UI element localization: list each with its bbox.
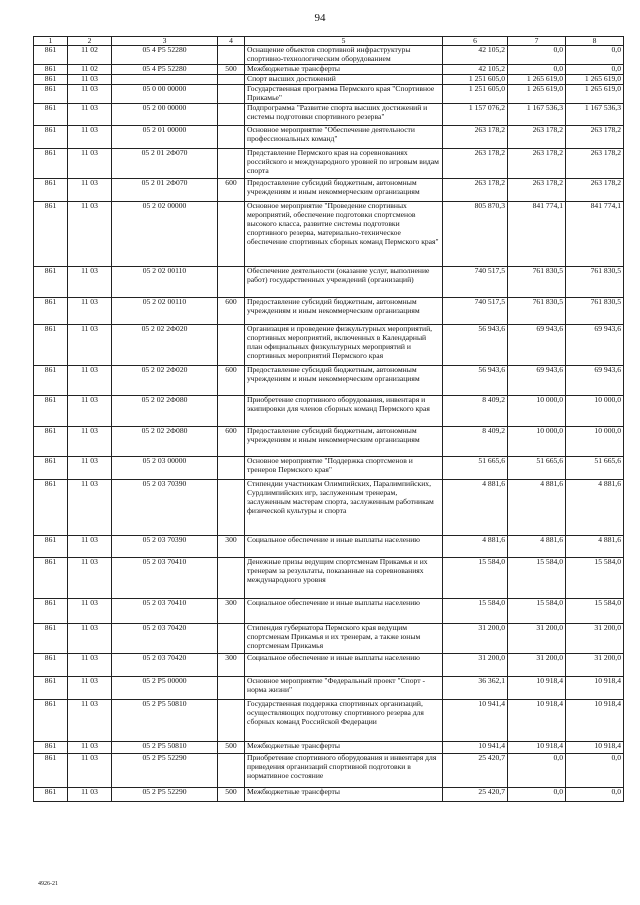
cell-amount-2021: 805 870,3 (443, 201, 508, 266)
column-number: 8 (566, 37, 624, 46)
cell-name: Представление Пермского края на соревнованиях российского и международного уровней по игровым видам спорта (245, 148, 443, 178)
column-number: 7 (508, 37, 566, 46)
cell-amount-2023: 10 000,0 (566, 426, 624, 456)
cell-name: Государственная поддержка спортивных организаций, осуществляющих подготовку спортивного резерва для сборных команд Российской Федерации (245, 699, 443, 741)
cell-amount-2022: 1 167 536,3 (508, 103, 566, 125)
cell-amount-2022: 0,0 (508, 787, 566, 801)
cell-admin-code: 861 (34, 201, 68, 266)
table-body (34, 46, 624, 802)
cell-expense-type: 500 (218, 787, 245, 801)
cell-target-code: 05 2 03 70390 (112, 479, 218, 535)
cell-section-code: 11 03 (68, 148, 112, 178)
cell-amount-2021: 36 362,1 (443, 676, 508, 699)
cell-name: Межбюджетные трансферты (245, 787, 443, 801)
cell-expense-type: 500 (218, 741, 245, 753)
cell-section-code: 11 03 (68, 456, 112, 479)
cell-name: Основное мероприятие "Федеральный проект "Спорт - норма жизни" (245, 676, 443, 699)
cell-name: Организация и проведение физкультурных мероприятий, спортивных мероприятий, включенных в Календарный план официальных физкультурных мероприятий и спортивных мероприятий Пермского края (245, 324, 443, 365)
table-row (34, 178, 624, 201)
cell-amount-2021: 42 105,2 (443, 64, 508, 74)
cell-amount-2021: 25 420,7 (443, 787, 508, 801)
cell-amount-2022: 761 830,5 (508, 266, 566, 297)
cell-amount-2022: 4 881,6 (508, 479, 566, 535)
table-row (34, 598, 624, 623)
cell-target-code: 05 2 P5 50810 (112, 741, 218, 753)
cell-expense-type: 300 (218, 535, 245, 557)
column-number: 6 (443, 37, 508, 46)
column-number-row (34, 37, 624, 46)
table-row (34, 148, 624, 178)
cell-expense-type (218, 395, 245, 426)
cell-amount-2023: 263 178,2 (566, 178, 624, 201)
cell-amount-2023: 4 881,6 (566, 535, 624, 557)
cell-amount-2021: 8 409,2 (443, 395, 508, 426)
table-row (34, 753, 624, 787)
cell-amount-2021: 51 665,6 (443, 456, 508, 479)
column-number: 4 (218, 37, 245, 46)
cell-amount-2021: 56 943,6 (443, 365, 508, 395)
cell-section-code: 11 03 (68, 535, 112, 557)
cell-target-code: 05 2 03 70410 (112, 557, 218, 598)
cell-amount-2023: 31 200,0 (566, 623, 624, 653)
cell-admin-code: 861 (34, 74, 68, 84)
cell-section-code: 11 03 (68, 84, 112, 103)
cell-target-code: 05 2 01 2Ф070 (112, 178, 218, 201)
table-row (34, 426, 624, 456)
cell-amount-2022: 10 918,4 (508, 699, 566, 741)
cell-admin-code: 861 (34, 324, 68, 365)
cell-amount-2021: 740 517,5 (443, 297, 508, 324)
cell-amount-2021: 4 881,6 (443, 535, 508, 557)
cell-section-code: 11 03 (68, 623, 112, 653)
cell-admin-code: 861 (34, 557, 68, 598)
cell-admin-code: 861 (34, 623, 68, 653)
cell-amount-2021: 263 178,2 (443, 178, 508, 201)
cell-admin-code: 861 (34, 64, 68, 74)
cell-amount-2021: 8 409,2 (443, 426, 508, 456)
cell-section-code: 11 02 (68, 64, 112, 74)
cell-name: Социальное обеспечение и иные выплаты населению (245, 653, 443, 676)
cell-amount-2022: 4 881,6 (508, 535, 566, 557)
cell-amount-2021: 31 200,0 (443, 623, 508, 653)
cell-expense-type (218, 676, 245, 699)
cell-amount-2021: 10 941,4 (443, 741, 508, 753)
cell-amount-2022: 10 918,4 (508, 741, 566, 753)
cell-amount-2023: 761 830,5 (566, 297, 624, 324)
cell-target-code: 05 2 P5 52290 (112, 787, 218, 801)
cell-name: Приобретение спортивного оборудования, инвентаря и экипировки для членов сборных команд Пермского края (245, 395, 443, 426)
table-row (34, 741, 624, 753)
cell-expense-type (218, 84, 245, 103)
table-row (34, 365, 624, 395)
cell-amount-2023: 1 167 536,3 (566, 103, 624, 125)
cell-expense-type: 300 (218, 598, 245, 623)
cell-amount-2023: 1 265 619,0 (566, 74, 624, 84)
cell-amount-2021: 15 584,0 (443, 598, 508, 623)
cell-name: Основное мероприятие "Поддержка спортсменов и тренеров Пермского края" (245, 456, 443, 479)
cell-amount-2022: 10 000,0 (508, 395, 566, 426)
cell-admin-code: 861 (34, 103, 68, 125)
cell-amount-2022: 10 000,0 (508, 426, 566, 456)
cell-amount-2021: 4 881,6 (443, 479, 508, 535)
cell-name: Предоставление субсидий бюджетным, автономным учреждениям и иным некоммерческим организациям (245, 297, 443, 324)
cell-admin-code: 861 (34, 178, 68, 201)
cell-admin-code: 861 (34, 699, 68, 741)
cell-target-code (112, 74, 218, 84)
cell-expense-type (218, 125, 245, 148)
cell-section-code: 11 03 (68, 178, 112, 201)
cell-amount-2023: 263 178,2 (566, 148, 624, 178)
cell-amount-2021: 15 584,0 (443, 557, 508, 598)
cell-amount-2023: 841 774,1 (566, 201, 624, 266)
cell-name: Государственная программа Пермского края "Спортивное Прикамье" (245, 84, 443, 103)
column-number: 2 (68, 37, 112, 46)
cell-admin-code: 861 (34, 479, 68, 535)
cell-target-code: 05 2 03 00000 (112, 456, 218, 479)
cell-amount-2023: 4 881,6 (566, 479, 624, 535)
cell-expense-type (218, 456, 245, 479)
cell-amount-2023: 69 943,6 (566, 324, 624, 365)
cell-amount-2021: 1 251 605,0 (443, 74, 508, 84)
cell-amount-2021: 56 943,6 (443, 324, 508, 365)
cell-section-code: 11 03 (68, 653, 112, 676)
column-number: 3 (112, 37, 218, 46)
cell-admin-code: 861 (34, 148, 68, 178)
cell-section-code: 11 03 (68, 201, 112, 266)
cell-expense-type (218, 201, 245, 266)
cell-expense-type: 300 (218, 653, 245, 676)
cell-name: Предоставление субсидий бюджетным, автономным учреждениям и иным некоммерческим организациям (245, 365, 443, 395)
cell-expense-type (218, 753, 245, 787)
table-row (34, 623, 624, 653)
cell-admin-code: 861 (34, 426, 68, 456)
cell-amount-2023: 0,0 (566, 753, 624, 787)
cell-expense-type (218, 699, 245, 741)
cell-target-code: 05 2 03 70420 (112, 623, 218, 653)
cell-amount-2023: 263 178,2 (566, 125, 624, 148)
cell-amount-2021: 10 941,4 (443, 699, 508, 741)
cell-section-code: 11 03 (68, 787, 112, 801)
table-row (34, 676, 624, 699)
cell-amount-2022: 31 200,0 (508, 623, 566, 653)
cell-admin-code: 861 (34, 741, 68, 753)
cell-target-code: 05 2 02 00110 (112, 297, 218, 324)
table-row (34, 84, 624, 103)
cell-expense-type: 500 (218, 64, 245, 74)
cell-expense-type: 600 (218, 297, 245, 324)
cell-amount-2022: 761 830,5 (508, 297, 566, 324)
cell-amount-2022: 31 200,0 (508, 653, 566, 676)
cell-section-code: 11 03 (68, 699, 112, 741)
cell-admin-code: 861 (34, 297, 68, 324)
cell-amount-2022: 15 584,0 (508, 598, 566, 623)
budget-table (33, 36, 624, 802)
cell-name: Межбюджетные трансферты (245, 64, 443, 74)
cell-admin-code: 861 (34, 395, 68, 426)
cell-amount-2021: 42 105,2 (443, 46, 508, 65)
cell-name: Оснащение объектов спортивной инфраструктуры спортивно-технологическим оборудованием (245, 46, 443, 65)
cell-admin-code: 861 (34, 84, 68, 103)
cell-section-code: 11 03 (68, 103, 112, 125)
cell-section-code: 11 03 (68, 426, 112, 456)
cell-target-code: 05 2 P5 52290 (112, 753, 218, 787)
cell-target-code: 05 2 02 2Ф080 (112, 426, 218, 456)
cell-expense-type (218, 103, 245, 125)
cell-amount-2021: 1 157 076,2 (443, 103, 508, 125)
cell-expense-type: 600 (218, 178, 245, 201)
table-row (34, 74, 624, 84)
cell-amount-2022: 1 265 619,0 (508, 84, 566, 103)
table-row (34, 64, 624, 74)
cell-section-code: 11 03 (68, 753, 112, 787)
cell-name: Стипендии участникам Олимпийских, Паралимпийских, Сурдлимпийских игр, заслуженным тренерам, заслуженным мастерам спорта, заслуженным работникам физической культуры и спорта (245, 479, 443, 535)
cell-amount-2022: 51 665,6 (508, 456, 566, 479)
cell-amount-2023: 69 943,6 (566, 365, 624, 395)
cell-section-code: 11 03 (68, 74, 112, 84)
cell-section-code: 11 03 (68, 598, 112, 623)
cell-amount-2023: 0,0 (566, 787, 624, 801)
cell-expense-type: 600 (218, 426, 245, 456)
cell-section-code: 11 03 (68, 324, 112, 365)
cell-target-code: 05 2 02 2Ф020 (112, 365, 218, 395)
cell-admin-code: 861 (34, 365, 68, 395)
table-row (34, 297, 624, 324)
cell-amount-2023: 761 830,5 (566, 266, 624, 297)
cell-amount-2022: 263 178,2 (508, 178, 566, 201)
cell-amount-2022: 1 265 619,0 (508, 74, 566, 84)
cell-amount-2022: 0,0 (508, 46, 566, 65)
cell-amount-2021: 740 517,5 (443, 266, 508, 297)
cell-target-code: 05 4 P5 52280 (112, 46, 218, 65)
cell-name: Денежные призы ведущим спортсменам Прикамья и их тренерам за результаты, показанные на соревнованиях международного уровня (245, 557, 443, 598)
cell-expense-type (218, 148, 245, 178)
cell-expense-type (218, 266, 245, 297)
cell-name: Предоставление субсидий бюджетным, автономным учреждениям и иным некоммерческим организациям (245, 426, 443, 456)
cell-section-code: 11 03 (68, 741, 112, 753)
cell-section-code: 11 03 (68, 676, 112, 699)
cell-admin-code: 861 (34, 653, 68, 676)
cell-amount-2023: 51 665,6 (566, 456, 624, 479)
cell-section-code: 11 03 (68, 297, 112, 324)
cell-expense-type (218, 479, 245, 535)
table-row (34, 479, 624, 535)
cell-name: Социальное обеспечение и иные выплаты населению (245, 535, 443, 557)
cell-amount-2023: 10 918,4 (566, 676, 624, 699)
cell-amount-2022: 0,0 (508, 753, 566, 787)
cell-amount-2022: 841 774,1 (508, 201, 566, 266)
table-row (34, 787, 624, 801)
cell-expense-type (218, 46, 245, 65)
cell-admin-code: 861 (34, 535, 68, 557)
cell-admin-code: 861 (34, 787, 68, 801)
cell-target-code: 05 2 02 2Ф080 (112, 395, 218, 426)
cell-amount-2023: 0,0 (566, 64, 624, 74)
table-row (34, 324, 624, 365)
cell-amount-2022: 69 943,6 (508, 324, 566, 365)
cell-target-code: 05 2 02 00110 (112, 266, 218, 297)
table-row (34, 535, 624, 557)
cell-amount-2023: 10 918,4 (566, 741, 624, 753)
cell-amount-2023: 15 584,0 (566, 557, 624, 598)
cell-name: Приобретение спортивного оборудования и инвентаря для приведения организаций спортивной подготовки в нормативное состояние (245, 753, 443, 787)
cell-target-code: 05 2 02 2Ф020 (112, 324, 218, 365)
cell-target-code: 05 2 01 00000 (112, 125, 218, 148)
cell-admin-code: 861 (34, 598, 68, 623)
page-number: 94 (314, 12, 326, 24)
cell-name: Основное мероприятие "Проведение спортивных мероприятий, обеспечение подготовки спортсменов высокого класса, развитие системы подготовки спортивного резерва, материально-техническое обеспечение спортивных сборных команд Пермского края" (245, 201, 443, 266)
table-row (34, 103, 624, 125)
cell-admin-code: 861 (34, 753, 68, 787)
cell-section-code: 11 03 (68, 266, 112, 297)
cell-amount-2022: 0,0 (508, 64, 566, 74)
table-row (34, 699, 624, 741)
cell-section-code: 11 03 (68, 557, 112, 598)
cell-target-code: 05 2 02 00000 (112, 201, 218, 266)
cell-section-code: 11 02 (68, 46, 112, 65)
cell-amount-2022: 263 178,2 (508, 125, 566, 148)
cell-amount-2022: 263 178,2 (508, 148, 566, 178)
cell-name: Стипендия губернатора Пермского края ведущим спортсменам Прикамья и их тренерам, а также юным спортсменам Прикамья (245, 623, 443, 653)
cell-expense-type (218, 324, 245, 365)
table-row (34, 456, 624, 479)
cell-name: Обеспечение деятельности (оказание услуг, выполнение работ) государственных учреждений (организаций) (245, 266, 443, 297)
cell-admin-code: 861 (34, 266, 68, 297)
cell-name: Основное мероприятие "Обеспечение деятельности профессиональных команд" (245, 125, 443, 148)
cell-admin-code: 861 (34, 456, 68, 479)
cell-amount-2022: 69 943,6 (508, 365, 566, 395)
cell-name: Межбюджетные трансферты (245, 741, 443, 753)
cell-name: Подпрограмма "Развитие спорта высших достижений и системы подготовки спортивного резерва" (245, 103, 443, 125)
cell-amount-2021: 25 420,7 (443, 753, 508, 787)
table-row (34, 557, 624, 598)
cell-target-code: 05 2 03 70390 (112, 535, 218, 557)
cell-amount-2021: 263 178,2 (443, 148, 508, 178)
footer-code: 4926-21 (38, 881, 58, 887)
cell-target-code: 05 2 00 00000 (112, 103, 218, 125)
cell-section-code: 11 03 (68, 479, 112, 535)
cell-amount-2023: 31 200,0 (566, 653, 624, 676)
column-number: 1 (34, 37, 68, 46)
cell-section-code: 11 03 (68, 395, 112, 426)
cell-amount-2023: 1 265 619,0 (566, 84, 624, 103)
cell-amount-2023: 10 000,0 (566, 395, 624, 426)
table-row (34, 653, 624, 676)
table-row (34, 125, 624, 148)
table-row (34, 46, 624, 65)
table-row (34, 266, 624, 297)
cell-expense-type (218, 74, 245, 84)
cell-amount-2022: 15 584,0 (508, 557, 566, 598)
cell-section-code: 11 03 (68, 125, 112, 148)
column-number: 5 (245, 37, 443, 46)
cell-expense-type (218, 623, 245, 653)
cell-name: Спорт высших достижений (245, 74, 443, 84)
cell-amount-2021: 31 200,0 (443, 653, 508, 676)
cell-target-code: 05 2 03 70410 (112, 598, 218, 623)
cell-section-code: 11 03 (68, 365, 112, 395)
cell-expense-type: 600 (218, 365, 245, 395)
cell-amount-2023: 15 584,0 (566, 598, 624, 623)
cell-admin-code: 861 (34, 676, 68, 699)
cell-amount-2023: 0,0 (566, 46, 624, 65)
cell-target-code: 05 2 P5 50810 (112, 699, 218, 741)
cell-expense-type (218, 557, 245, 598)
cell-name: Предоставление субсидий бюджетным, автономным учреждениям и иным некоммерческим организациям (245, 178, 443, 201)
cell-target-code: 05 4 P5 52280 (112, 64, 218, 74)
cell-amount-2023: 10 918,4 (566, 699, 624, 741)
cell-admin-code: 861 (34, 125, 68, 148)
cell-target-code: 05 0 00 00000 (112, 84, 218, 103)
table-row (34, 395, 624, 426)
cell-target-code: 05 2 P5 00000 (112, 676, 218, 699)
cell-amount-2021: 1 251 605,0 (443, 84, 508, 103)
cell-amount-2022: 10 918,4 (508, 676, 566, 699)
cell-amount-2021: 263 178,2 (443, 125, 508, 148)
cell-target-code: 05 2 03 70420 (112, 653, 218, 676)
cell-name: Социальное обеспечение и иные выплаты населению (245, 598, 443, 623)
cell-admin-code: 861 (34, 46, 68, 65)
cell-target-code: 05 2 01 2Ф070 (112, 148, 218, 178)
table-row (34, 201, 624, 266)
